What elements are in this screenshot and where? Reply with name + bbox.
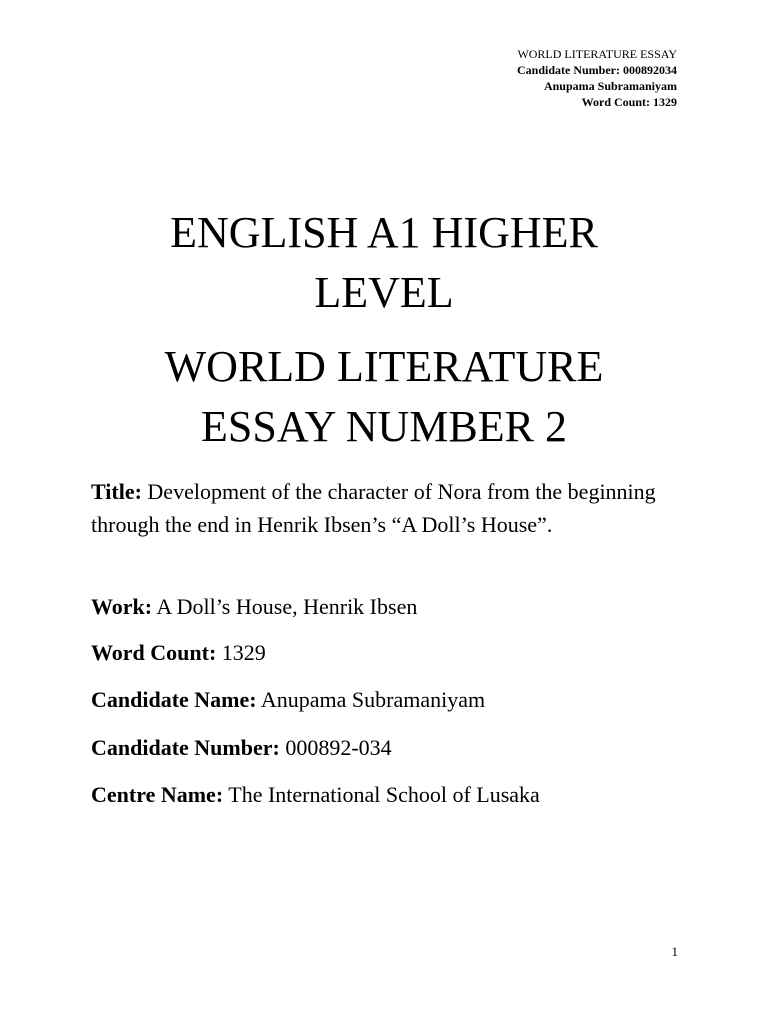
- field-title-value: Development of the character of Nora from the beginning through the end in Henrik Ibsen’s “A Doll’s House”.: [91, 479, 656, 537]
- header-candidate-name: Anupama Subramaniyam: [543, 79, 677, 93]
- header-word-count: Word Count: 1329: [581, 95, 677, 109]
- field-candidate-name-label: Candidate Name:: [91, 687, 257, 712]
- essay-title-line-1: WORLD LITERATURE: [164, 342, 604, 391]
- course-title: [0, 203, 768, 323]
- field-title: [91, 475, 691, 541]
- field-work-label: Work:: [91, 594, 153, 619]
- field-candidate-name-value: Anupama Subramaniyam: [256, 687, 486, 712]
- field-word-count: [91, 636, 691, 669]
- field-centre-name-label: Centre Name:: [91, 782, 224, 807]
- field-candidate-name: [91, 683, 691, 716]
- field-centre-name-value: The International School of Lusaka: [223, 782, 540, 807]
- field-work: [91, 590, 691, 623]
- header-candidate-number: Candidate Number: 000892034: [516, 63, 677, 77]
- field-work-value: A Doll’s House, Henrik Ibsen: [152, 594, 418, 619]
- course-title-line-2: LEVEL: [314, 268, 454, 317]
- essay-title: [0, 337, 768, 457]
- essay-title-line-2: ESSAY NUMBER 2: [201, 402, 567, 451]
- field-candidate-number-value: 000892-034: [279, 735, 392, 760]
- field-candidate-number: [91, 731, 691, 764]
- page-number: 1: [671, 944, 678, 959]
- field-candidate-number-label: Candidate Number:: [91, 735, 280, 760]
- field-word-count-value: 1329: [216, 640, 266, 665]
- field-word-count-label: Word Count:: [91, 640, 217, 665]
- page-header: [517, 46, 677, 110]
- header-essay-title: WORLD LITERATURE ESSAY: [517, 47, 677, 61]
- field-centre-name: [91, 778, 691, 811]
- field-title-label: Title:: [91, 479, 142, 504]
- course-title-line-1: ENGLISH A1 HIGHER: [170, 208, 598, 257]
